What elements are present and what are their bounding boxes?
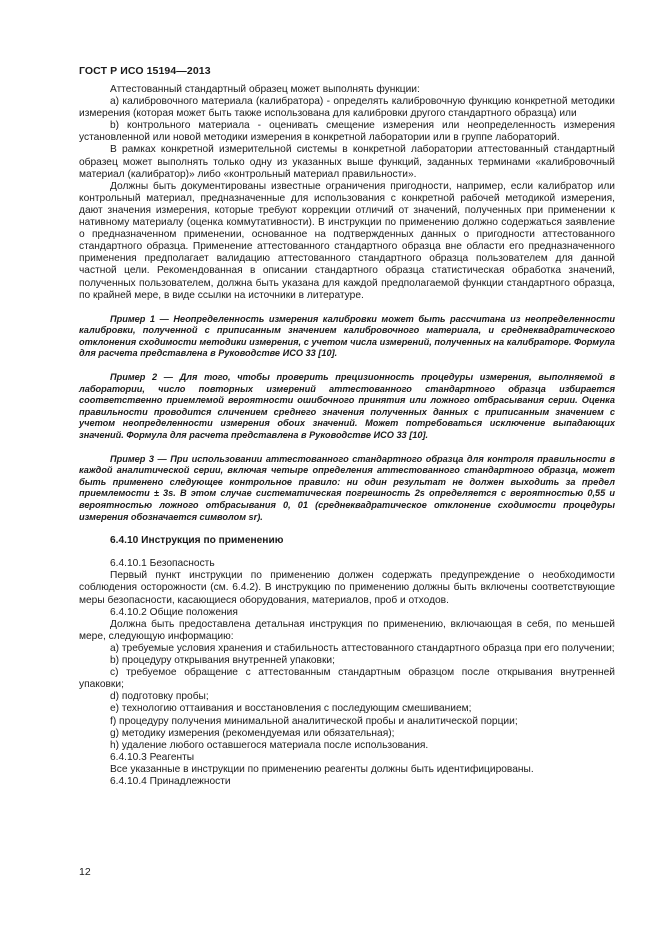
list-item: f) процедуру получения минимальной аналитической пробы и аналитической порции; <box>110 715 518 727</box>
list-item: d) подготовку пробы; <box>110 691 209 703</box>
page-number: 12 <box>79 866 91 878</box>
paragraph-functions-intro: Аттестованный стандартный образец может выполнять функции: <box>110 84 420 95</box>
list-item: c) требуемое обращение с аттестованным стандартным образцом после открывания внутренней упаковки; <box>79 667 615 691</box>
section-title: 6.4.10 Инструкция по применению <box>110 535 284 547</box>
subsection-reagents-title: 6.4.10.3 Реагенты <box>110 751 195 763</box>
paragraph-calibrator: а) калибровочного материала (калибратора) - определять калибровочную функцию конкретной методики измерения (которая может быть также использована для калибровки другого стандартного образца) или <box>79 96 615 120</box>
subsection-general-text: Должна быть предоставлена детальная инструкция по применению, включающая в себя, по меньшей мере, следующую информацию: <box>79 618 615 642</box>
list-item: b) процедуру открывания внутренней упаковки; <box>110 655 335 667</box>
document-body <box>79 84 615 788</box>
spacer <box>79 302 615 314</box>
list-item: а) требуемые условия хранения и стабильность аттестованного стандартного образца при его получении; <box>110 642 615 654</box>
example-1: Пример 1 — Неопределенность измерения калибровки может быть рассчитана из неопределенности калибровки, полученной с приписанным значением калибровочного материала, и среднеквадратического отклонения сходимости методики измерения, с учетом числа измерений, полученных на калибраторе. Формула для расчета представлена в Руководстве ИСО 33 [10]. <box>79 313 615 359</box>
list-item: g) методику измерения (рекомендуемая или обязательная); <box>110 727 395 739</box>
spacer <box>79 523 615 535</box>
spacer <box>79 360 615 372</box>
subsection-reagents-text: Все указанные в инструкции по применению реагенты должны быть идентифицированы. <box>110 763 534 775</box>
document-header: ГОСТ Р ИСО 15194—2013 <box>79 65 211 77</box>
list-item: e) технологию оттаивания и восстановления с последующим смешиванием; <box>110 703 472 715</box>
subsection-safety-text: Первый пункт инструкции по применению должен содержать предупреждение о необходимости соблюдения осторожности (см. 6.4.2). В инструкцию по применению должны быть включены соответствующие меры безопасности, касающиеся оборудования, материалов, проб и отходов. <box>79 570 615 606</box>
spacer <box>79 547 615 558</box>
subsection-accessories-title: 6.4.10.4 Принадлежности <box>110 775 231 787</box>
subsection-safety-title: 6.4.10.1 Безопасность <box>110 558 215 570</box>
paragraph-measurement-system: В рамках конкретной измерительной системы в конкретной лаборатории аттестованный стандартный образец может выполнять только одну из указанных выше функций, заданных терминами «калибровочный материал (калибратор)» либо «контрольный материал правильности». <box>79 144 615 180</box>
subsection-general-title: 6.4.10.2 Общие положения <box>110 606 238 618</box>
example-2: Пример 2 — Для того, чтобы проверить прецизионность процедуры измерения, выполняемой в лаборатории, число повторных измерений аттестованного стандартного образца избирается соответственно приемлемой вероятности ошибочного принятия или ложного отбрасывания серии. Оценка правильности проводится сличением среднего значения полученных данных с приписанным значением с учетом неопределенности измерения обоих значений. Может потребоваться исключение выпадающих значений. Формула для расчета представлена в Руководстве ИСО 33 [10]. <box>79 372 615 441</box>
spacer <box>79 442 615 454</box>
example-3: Пример 3 — При использовании аттестованного стандартного образца для контроля правильности в каждой аналитической серии, включая четыре определения аттестованного стандартного образца, может быть применено следующее контрольное правило: ни один результат не должен выходить за предел приемлемости ± 3s. В этом случае систематическая погрешность 2s определяется с вероятностью 0,55 и вероятностью ложного отбрасывания 0, 01 (среднеквадратическое отклонение сходимости процедуры измерения обозначается символом sr). <box>79 453 615 522</box>
paragraph-control-material: b) контрольного материала - оценивать смещение измерения или неопределенность измерения установленной или новой методики измерения в конкретной лаборатории или в группе лабораторий. <box>79 120 615 144</box>
paragraph-limitations: Должны быть документированы известные ограничения пригодности, например, если калибратор или контрольный материал, предназначенные для использования с конкретной рабочей методикой измерения, дают значения измерения, которые требуют коррекции отличий от значений, полученных при применении к нативному материалу (оценка коммутативности). В инструкции по применению должно содержаться заявление о предназначенном применении, основанное на подтвержденных данных о пригодности аттестованного стандартного образца. Применение аттестованного стандартного образца вне области его предназначенного применения предполагает валидацию аттестованного стандартного образца пользователем для данной частной цели. Рекомендованная в описании стандартного образца статистическая обработка значений, полученных пользователем, должна быть указана для каждой предполагаемой функции стандартного образца, по крайней мере, в виде ссылки на источники в литературе. <box>79 180 615 301</box>
list-item: h) удаление любого оставшегося материала после использования. <box>110 739 429 751</box>
